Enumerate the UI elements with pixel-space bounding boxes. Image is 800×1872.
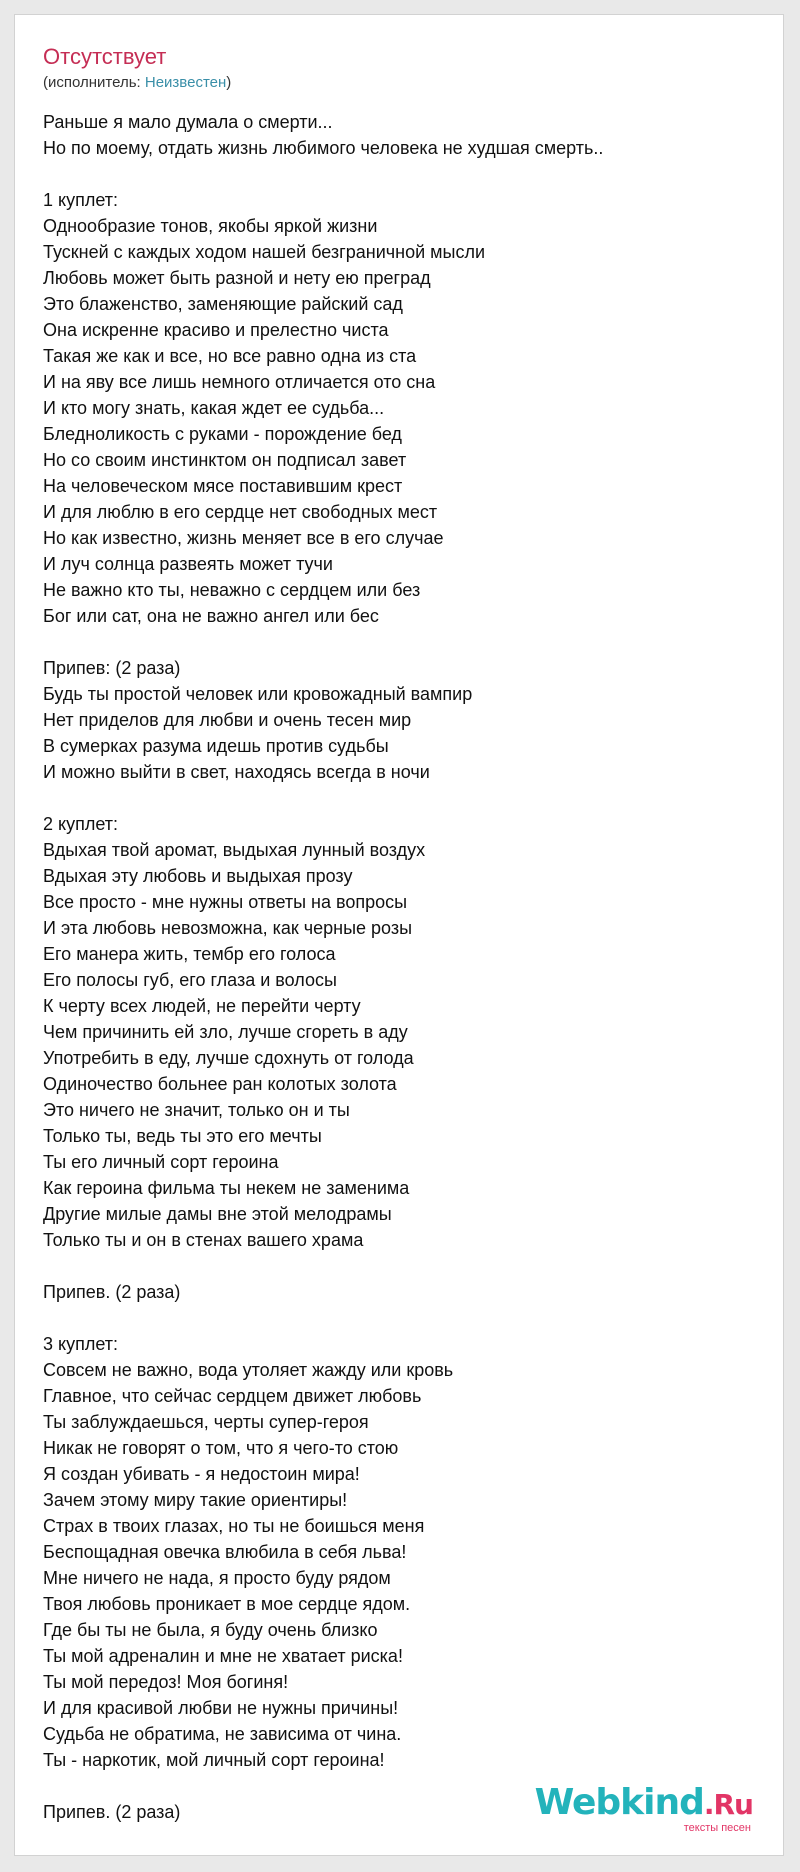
artist-prefix: (исполнитель: <box>43 74 145 91</box>
lyrics-line: Ты мой передоз! Моя богиня! <box>43 1672 289 1692</box>
lyrics-line: Твоя любовь проникает в мое сердце ядом. <box>43 1594 411 1614</box>
logo-tagline: тексты песен <box>683 1822 751 1834</box>
lyrics-line: 1 куплет: <box>43 190 118 210</box>
lyrics-blank-line <box>43 161 773 187</box>
lyrics-line: Судьба не обратима, не зависима от чина. <box>43 1724 402 1744</box>
lyrics-blank-line <box>43 629 773 655</box>
song-title: Отсутствует <box>43 44 167 69</box>
lyrics-line: Мне ничего не нада, я просто буду рядом <box>43 1568 391 1588</box>
lyrics-line: Не важно кто ты, неважно с сердцем или без <box>43 580 421 600</box>
lyrics-line: Но со своим инстинктом он подписал завет <box>43 450 407 470</box>
lyrics-card <box>14 14 784 1856</box>
lyrics-line: Я создан убивать - я недостоин мира! <box>43 1464 360 1484</box>
lyrics-line: Его полосы губ, его глаза и волосы <box>43 970 337 990</box>
lyrics-line: Но по моему, отдать жизнь любимого человека не худшая смерть.. <box>43 138 604 158</box>
lyrics-blank-line <box>43 1253 773 1279</box>
lyrics-line: Никак не говорят о том, что я чего-то стою <box>43 1438 399 1458</box>
lyrics-line: Бог или сат, она не важно ангел или бес <box>43 606 379 626</box>
artist-suffix: ) <box>226 74 232 91</box>
lyrics-line: Беспощадная овечка влюбила в себя льва! <box>43 1542 407 1562</box>
lyrics-line: Припев. (2 раза) <box>43 1282 181 1302</box>
lyrics-line: Но как известно, жизнь меняет все в его случае <box>43 528 444 548</box>
lyrics-line: Будь ты простой человек или кровожадный вампир <box>43 684 473 704</box>
lyrics-line: Раньше я мало думала о смерти... <box>43 112 333 132</box>
lyrics-line: Она искренне красиво и прелестно чиста <box>43 320 389 340</box>
logo-tld: .Ru <box>703 1788 753 1821</box>
lyrics-body <box>43 109 773 1825</box>
lyrics-line: Совсем не важно, вода утоляет жажду или кровь <box>43 1360 454 1380</box>
lyrics-line: Где бы ты не была, я буду очень близко <box>43 1620 378 1640</box>
lyrics-line: Только ты, ведь ты это его мечты <box>43 1126 322 1146</box>
lyrics-line: Это ничего не значит, только он и ты <box>43 1100 350 1120</box>
lyrics-line: Употребить в еду, лучше сдохнуть от голода <box>43 1048 414 1068</box>
lyrics-line: Только ты и он в стенах вашего храма <box>43 1230 364 1250</box>
lyrics-line: Однообразие тонов, якобы яркой жизни <box>43 216 378 236</box>
lyrics-line: И кто могу знать, какая ждет ее судьба... <box>43 398 385 418</box>
lyrics-line: В сумерках разума идешь против судьбы <box>43 736 389 756</box>
lyrics-line: И можно выйти в свет, находясь всегда в ночи <box>43 762 430 782</box>
lyrics-line: И эта любовь невозможна, как черные розы <box>43 918 413 938</box>
lyrics-line: Это блаженство, заменяющие райский сад <box>43 294 403 314</box>
artist-line <box>43 73 231 93</box>
lyrics-line: Главное, что сейчас сердцем движет любовь <box>43 1386 422 1406</box>
lyrics-line: 2 куплет: <box>43 814 118 834</box>
lyrics-line: Его манера жить, тембр его голоса <box>43 944 336 964</box>
lyrics-line: Ты его личный сорт героина <box>43 1152 279 1172</box>
artist-link[interactable]: Неизвестен <box>144 74 227 91</box>
lyrics-line: Ты заблуждаешься, черты супер-героя <box>43 1412 369 1432</box>
webkind-logo[interactable] <box>534 1782 753 1839</box>
logo-main: Webkind <box>534 1782 704 1823</box>
lyrics-line: Вдыхая эту любовь и выдыхая прозу <box>43 866 353 886</box>
lyrics-line: 3 куплет: <box>43 1334 118 1354</box>
lyrics-line: Ты - наркотик, мой личный сорт героина! <box>43 1750 385 1770</box>
lyrics-line: Вдыхая твой аромат, выдыхая лунный воздух <box>43 840 426 860</box>
lyrics-line: Тускней с каждых ходом нашей безграничной мысли <box>43 242 486 262</box>
lyrics-line: Зачем этому миру такие ориентиры! <box>43 1490 348 1510</box>
lyrics-line: Все просто - мне нужны ответы на вопросы <box>43 892 408 912</box>
lyrics-line: Любовь может быть разной и нету ею преград <box>43 268 431 288</box>
lyrics-blank-line <box>43 785 773 811</box>
lyrics-line: И на яву все лишь немного отличается ото сна <box>43 372 436 392</box>
lyrics-line: Ты мой адреналин и мне не хватает риска! <box>43 1646 403 1666</box>
lyrics-line: Другие милые дамы вне этой мелодрамы <box>43 1204 392 1224</box>
logo-wordmark <box>535 1783 753 1825</box>
lyrics-blank-line <box>43 1305 773 1331</box>
lyrics-line: Чем причинить ей зло, лучше сгореть в аду <box>43 1022 408 1042</box>
lyrics-line: К черту всех людей, не перейти черту <box>43 996 361 1016</box>
lyrics-line: И для красивой любви не нужны причины! <box>43 1698 399 1718</box>
lyrics-line: Как героина фильма ты некем не заменима <box>43 1178 410 1198</box>
lyrics-line: Припев: (2 раза) <box>43 658 181 678</box>
lyrics-line: Нет приделов для любви и очень тесен мир <box>43 710 412 730</box>
lyrics-line: И для люблю в его сердце нет свободных мест <box>43 502 438 522</box>
lyrics-line: Одиночество больнее ран колотых золота <box>43 1074 397 1094</box>
lyrics-line: На человеческом мясе поставившим крест <box>43 476 403 496</box>
lyrics-line: И луч солнца развеять может тучи <box>43 554 333 574</box>
lyrics-line: Страх в твоих глазах, но ты не боишься меня <box>43 1516 425 1536</box>
lyrics-line: Такая же как и все, но все равно одна из ста <box>43 346 417 366</box>
lyrics-line: Бледноликость с руками - порождение бед <box>43 424 402 444</box>
lyrics-line: Припев. (2 раза) <box>43 1802 181 1822</box>
